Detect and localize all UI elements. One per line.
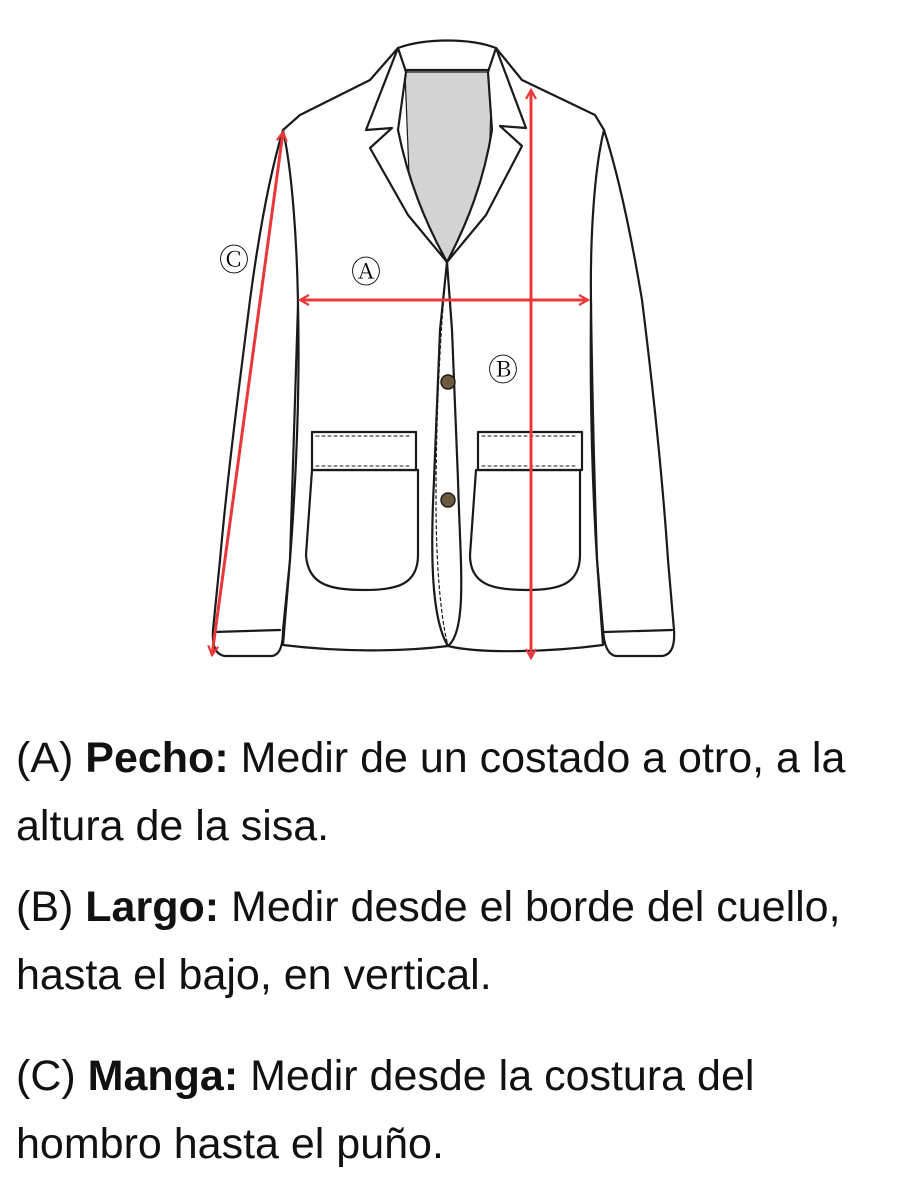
button-lower	[441, 493, 455, 507]
left-pocket-flap	[312, 432, 416, 470]
instruction-chest-term: Pecho:	[85, 734, 229, 782]
instruction-chest	[16, 724, 886, 860]
button-upper	[441, 375, 455, 389]
instruction-sleeve	[16, 1042, 886, 1178]
instruction-sleeve-term: Manga:	[87, 1052, 239, 1100]
instruction-chest-prefix: (A)	[16, 734, 86, 782]
right-pocket	[470, 470, 580, 590]
instruction-chest-text: Medir de un costado a otro, a la altura de la sisa.	[16, 734, 846, 850]
instruction-length-term: Largo:	[85, 883, 220, 931]
right-sleeve	[591, 130, 674, 656]
left-pocket	[306, 470, 418, 590]
instruction-length	[16, 873, 886, 1009]
instruction-sleeve-prefix: (C)	[16, 1052, 88, 1100]
callout-a: Ⓐ	[351, 255, 381, 291]
instruction-length-prefix: (B)	[16, 883, 86, 931]
instruction-sleeve-text: Medir desde la costura del hombro hasta el puño.	[16, 1052, 755, 1168]
instruction-length-text: Medir desde el borde del cuello, hasta el bajo, en vertical.	[16, 883, 841, 999]
callout-c: Ⓒ	[219, 243, 249, 279]
callout-b: Ⓑ	[488, 353, 518, 389]
collar-back	[395, 41, 505, 71]
left-sleeve	[213, 130, 299, 656]
